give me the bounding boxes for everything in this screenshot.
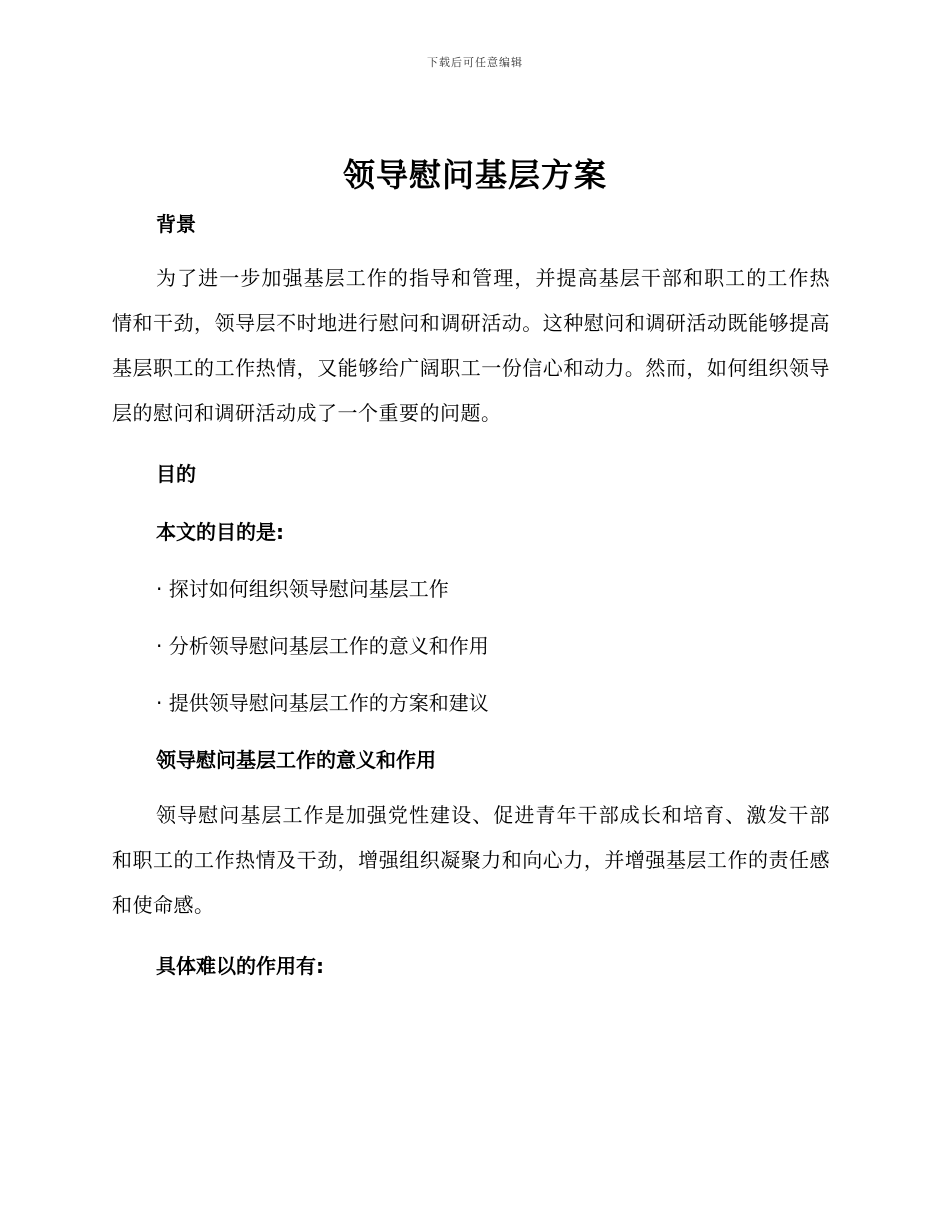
- header-note: 下载后可任意编辑: [427, 56, 523, 69]
- significance-paragraph: 领导慰问基层工作是加强党性建设、促进青年干部成长和培育、激发干部和职工的工作热情及干劲，增强组织凝聚力和向心力，并增强基层工作的责任感和使命感。: [112, 803, 830, 917]
- document-title: 领导慰问基层方案: [342, 156, 607, 194]
- purpose-intro: 本文的目的是:: [156, 520, 284, 544]
- purpose-list-item: · 探讨如何组织领导慰问基层工作: [156, 577, 449, 601]
- section-heading-purpose: 目的: [156, 462, 196, 486]
- significance-followup: 具体难以的作用有:: [156, 954, 324, 978]
- background-paragraph: 为了进一步加强基层工作的指导和管理，并提高基层干部和职工的工作热情和干劲，领导层不时地进行慰问和调研活动。这种慰问和调研活动既能够提高基层职工的工作热情，又能够给广阔职工一份信心和动力。然而，如何组织领导层的慰问和调研活动成了一个重要的问题。: [112, 266, 830, 425]
- section-heading-significance: 领导慰问基层工作的意义和作用: [156, 748, 436, 772]
- section-heading-background: 背景: [156, 212, 196, 236]
- purpose-list-item: · 提供领导慰问基层工作的方案和建议: [156, 691, 489, 715]
- purpose-list-item: · 分析领导慰问基层工作的意义和作用: [156, 634, 489, 658]
